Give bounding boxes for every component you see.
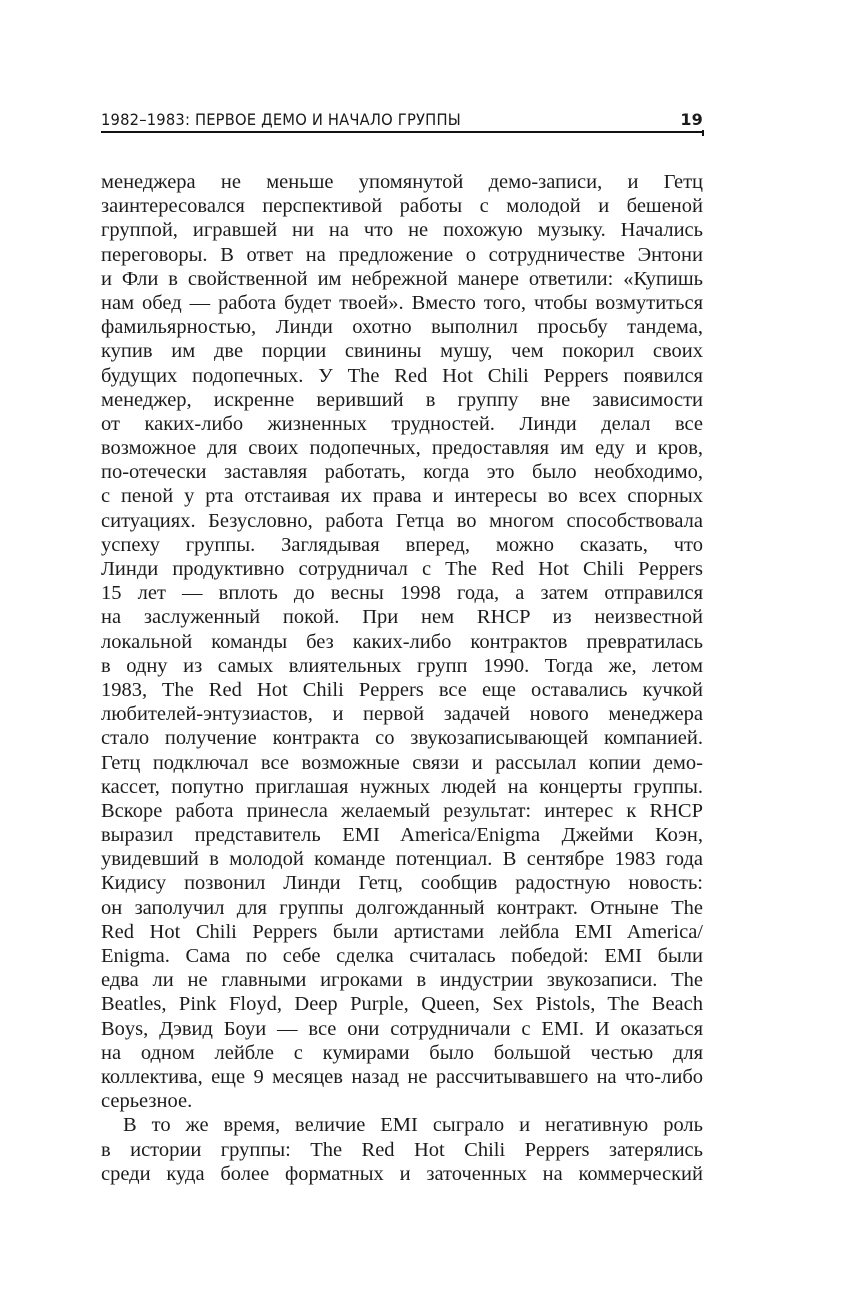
text-line: любителей-энтузиастов, и первой задачей нового менеджера — [101, 703, 703, 726]
text-line: среди куда более форматных и заточенных на коммерческий — [101, 1162, 703, 1185]
paragraph-1 — [101, 170, 703, 1113]
text-line: Enigma. Сама по себе сделка считалась победой: EMI были — [101, 945, 703, 967]
text-line: локальной команды без каких-либо контрактов превратилась — [101, 630, 703, 653]
text-line: на заслуженный покой. При нем RHCP из неизвестной — [101, 606, 703, 629]
text-line: будущих подопечных. У The Red Hot Chili Peppers появился — [101, 364, 703, 387]
text-line: на одном лейбле с кумирами было большой честью для — [101, 1041, 703, 1064]
text-line: кассет, попутно приглашая нужных людей на концерты группы. — [101, 775, 703, 798]
text-line: выразил представитель EMI America/Enigma Джейми Коэн, — [101, 824, 703, 847]
text-line: от каких-либо жизненных трудностей. Линди делал все — [101, 412, 703, 435]
text-line: В то же время, величие EMI сыграло и негативную роль — [123, 1114, 703, 1137]
text-line: увидевший в молодой команде потенциал. В сентябре 1983 года — [101, 848, 703, 871]
running-header — [101, 105, 703, 133]
text-line: Линди продуктивно сотрудничал с The Red Hot Chili Peppers — [101, 558, 703, 580]
text-line: 15 лет — вплоть до весны 1998 года, а затем отправился — [101, 582, 703, 605]
text-line: заинтересовался перспективой работы с молодой и бешеной — [101, 195, 703, 218]
text-line: фамильярностью, Линди охотно выполнил просьбу тандема, — [101, 316, 703, 339]
text-line: он заполучил для группы долгожданный контракт. Отныне The — [101, 896, 703, 919]
text-line: группой, игравшей ни на что не похожую музыку. Начались — [101, 219, 703, 242]
text-line: Beatles, Pink Floyd, Deep Purple, Queen, Sex Pistols, The Beach — [101, 993, 703, 1016]
text-line: возможное для своих подопечных, предоставляя им еду и кров, — [101, 437, 703, 460]
text-line: Вскоре работа принесла желаемый результат: интерес к RHCP — [101, 799, 703, 822]
text-line: успеху группы. Заглядывая вперед, можно сказать, что — [101, 533, 703, 556]
text-line: 1983, The Red Hot Chili Peppers все еще оставались кучкой — [101, 678, 703, 701]
text-line: купив им две порции свинины мушу, чем покорил своих — [101, 340, 703, 363]
text-line: менеджер, искренне веривший в группу вне зависимости — [101, 388, 703, 411]
text-line: серьезное. — [101, 1090, 193, 1113]
paragraph-2 — [101, 1113, 703, 1186]
text-line: в истории группы: The Red Hot Chili Peppers затерялись — [101, 1138, 703, 1161]
text-line: Boys, Дэвид Боуи — все они сотрудничали с EMI. И оказаться — [101, 1017, 703, 1040]
text-line: в одну из самых влиятельных групп 1990. Тогда же, летом — [101, 654, 703, 677]
text-line: нам обед — работа будет твоей». Вместо того, чтобы возмутиться — [101, 291, 703, 314]
text-line: стало получение контракта со звукозаписывающей компанией. — [101, 727, 703, 750]
text-line: Кидису позвонил Линди Гетц, сообщив радостную новость: — [101, 872, 703, 895]
text-line: Red Hot Chili Peppers были артистами лейбла EMI America/ — [101, 920, 703, 943]
running-title: 1982–1983: ПЕРВОЕ ДЕМО И НАЧАЛО ГРУППЫ — [101, 110, 461, 129]
text-line: переговоры. В ответ на предложение о сотрудничестве Энтони — [101, 243, 703, 266]
page-body — [101, 170, 703, 1186]
text-line: Гетц подключал все возможные связи и рассылал копии демо- — [101, 751, 703, 774]
text-line: и Фли в свойственной им небрежной манере ответили: «Купишь — [101, 267, 703, 290]
text-line: по-отечески заставляя работать, когда это было необходимо, — [101, 461, 703, 484]
text-line: менеджера не меньше упомянутой демо-записи, и Гетц — [101, 171, 703, 193]
header-rule-tick — [702, 130, 704, 136]
text-line: коллектива, еще 9 месяцев назад не рассчитывавшего на что-либо — [101, 1065, 703, 1088]
page-number: 19 — [680, 110, 703, 129]
text-line: с пеной у рта отстаивая их права и интересы во всех спорных — [101, 485, 703, 508]
text-line: едва ли не главными игроками в индустрии звукозаписи. The — [101, 969, 703, 992]
text-line: ситуациях. Безусловно, работа Гетца во многом способствовала — [101, 509, 703, 532]
